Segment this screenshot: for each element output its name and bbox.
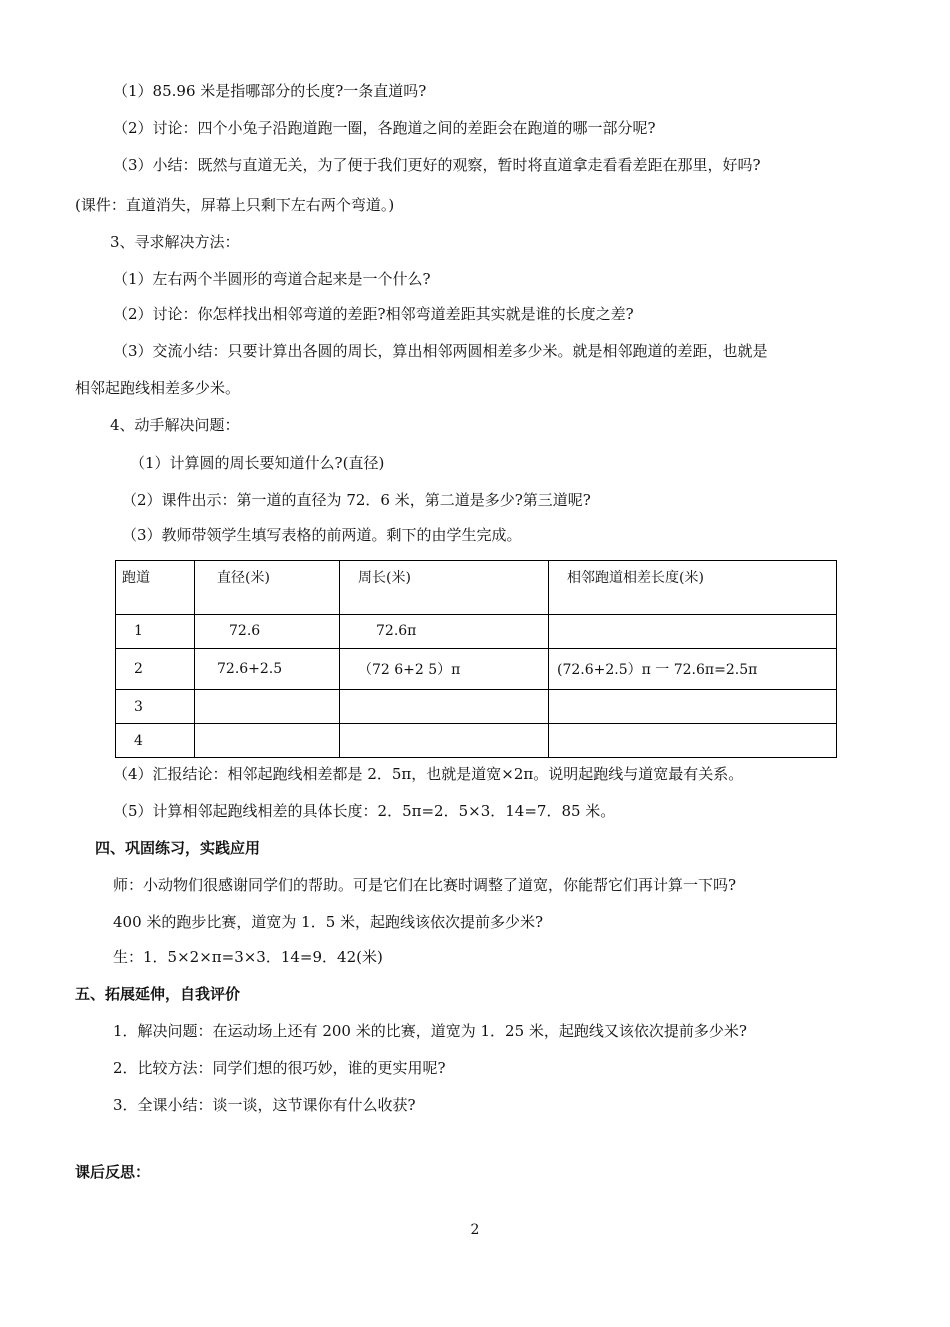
- table-cell: 3: [116, 690, 195, 724]
- table-cell: [195, 724, 340, 758]
- track-table: [115, 560, 837, 758]
- table-cell: 72.6π: [340, 614, 549, 648]
- teacher-prompt: 师：小动物们很感谢同学们的帮助。可是它们在比赛时调整了道宽，你能帮它们再计算一下吗?: [113, 876, 737, 894]
- table-cell: [549, 614, 837, 648]
- item-85-96-question: （1）85.96 米是指哪部分的长度?一条直道吗?: [113, 82, 427, 100]
- table-row: [116, 690, 837, 724]
- table-row: [116, 724, 837, 758]
- step-3-heading: 3、寻求解决方法：: [110, 233, 240, 251]
- table-cell: [195, 690, 340, 724]
- item-report-conclusion: （4）汇报结论：相邻起跑线相差都是 2．5π，也就是道宽×2π。说明起跑线与道宽最有关系。: [113, 765, 744, 783]
- table-cell: [549, 724, 837, 758]
- table-cell: 1: [116, 614, 195, 648]
- item-discussion-curve: （2）讨论：你怎样找出相邻弯道的差距?相邻弯道差距其实就是谁的长度之差?: [113, 305, 634, 323]
- table-row: [116, 648, 837, 690]
- section-5-heading: 五、拓展延伸，自我评价: [75, 985, 241, 1003]
- item-summary-straight: （3）小结：既然与直道无关，为了便于我们更好的观察，暂时将直道拿走看看差距在那里，好吗?: [113, 156, 761, 174]
- section-4-heading: 四、巩固练习，实践应用: [95, 839, 261, 857]
- item-calc-difference: （5）计算相邻起跑线相差的具体长度：2．5π=2．5×3．14=7．85 米。: [113, 802, 616, 820]
- teacher-prompt-cont: 400 米的跑步比赛，道宽为 1．5 米，起跑线该依次提前多少米?: [113, 913, 544, 931]
- table-header-circumference: 周长(米): [340, 561, 549, 615]
- table-cell: 72.6+2.5: [195, 648, 340, 690]
- table-header-lane: 跑道: [116, 561, 195, 615]
- table-cell: （72 6+2 5）π: [340, 648, 549, 690]
- item-courseware-diameter: （2）课件出示：第一道的直径为 72．6 米，第二道是多少?第三道呢?: [122, 491, 591, 509]
- reflection-heading: 课后反思：: [75, 1163, 151, 1181]
- extension-item-1: 1．解决问题：在运动场上还有 200 米的比赛，道宽为 1．25 米，起跑线又该依次提前多少米?: [113, 1022, 747, 1040]
- table-header-diameter: 直径(米): [195, 561, 340, 615]
- item-courseware-note: (课件：直道消失，屏幕上只剩下左右两个弯道。): [75, 196, 395, 214]
- step-4-heading: 4、动手解决问题：: [110, 416, 240, 434]
- item-semicircle-question: （1）左右两个半圆形的弯道合起来是一个什么?: [113, 270, 431, 288]
- table-cell: 4: [116, 724, 195, 758]
- table-header-difference: 相邻跑道相差长度(米): [549, 561, 837, 615]
- item-exchange-summary-cont: 相邻起跑线相差多少米。: [75, 379, 241, 397]
- item-exchange-summary: （3）交流小结：只要计算出各圆的周长，算出相邻两圆相差多少米。就是相邻跑道的差距，也就是: [113, 342, 768, 360]
- table-cell: 72.6: [195, 614, 340, 648]
- table-cell: [340, 724, 549, 758]
- table-cell: [549, 690, 837, 724]
- table-cell: [340, 690, 549, 724]
- table-cell: 2: [116, 648, 195, 690]
- student-answer: 生：1．5×2×π=3×3．14=9．42(米): [113, 948, 383, 966]
- table-cell: (72.6+2.5）π 一 72.6π=2.5π: [549, 648, 837, 690]
- table-row: [116, 614, 837, 648]
- item-discussion-gap: （2）讨论：四个小兔子沿跑道跑一圈，各跑道之间的差距会在跑道的哪一部分呢?: [113, 119, 656, 137]
- table-header-row: [116, 561, 837, 615]
- page-number: 2: [470, 1222, 480, 1238]
- extension-item-3: 3．全课小结：谈一谈，这节课你有什么收获?: [113, 1096, 416, 1114]
- item-circumference-question: （1）计算圆的周长要知道什么?(直径): [130, 454, 385, 472]
- item-teacher-table: （3）教师带领学生填写表格的前两道。剩下的由学生完成。: [122, 526, 522, 544]
- extension-item-2: 2．比较方法：同学们想的很巧妙，谁的更实用呢?: [113, 1059, 446, 1077]
